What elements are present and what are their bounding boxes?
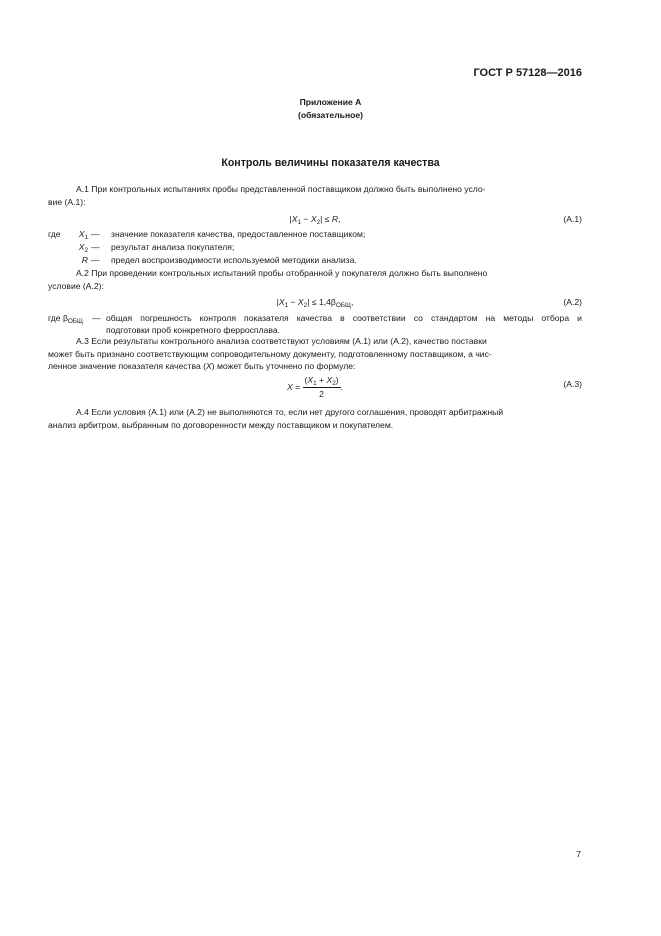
a2-line-2: условие (А.2):	[48, 280, 104, 291]
formula-a2-number: (А.2)	[563, 297, 582, 307]
section-title: Контроль величины показателя качества	[221, 157, 440, 169]
def-x1-text: значение показателя качества, предоставленное поставщиком;	[111, 229, 366, 239]
formula-a3-expression: X = $\frac{(X_1 + X_2)}{2}$ .	[286, 375, 344, 399]
a1-line-1: А.1 При контрольных испытаниях пробы представленной поставщиком должно быть выполнено усло-	[76, 184, 486, 194]
a2-line-1: А.2 При проведении контрольных испытаний пробы отобранной у покупателя должно быть выполнено	[76, 268, 488, 278]
page-number: 7	[576, 849, 581, 859]
appendix-status: (обязательное)	[297, 109, 364, 120]
fraction-denominator: 2	[319, 389, 324, 399]
a3-line-1: А.3 Если результаты контрольного анализа соответствуют условиям (А.1) или (А.2), качество поставки	[76, 336, 487, 346]
formula-a3-number: (А.3)	[563, 379, 582, 389]
formula-a3	[48, 375, 582, 403]
def-r-dash: —	[91, 255, 100, 265]
a4-line-2: анализ арбитром, выбранным по договоренности между поставщиком и покупателем.	[48, 419, 394, 430]
formula-a1-expression: $|X_1 - X_2| \le R$,	[289, 214, 341, 226]
def-r-symbol: R	[81, 255, 88, 265]
appendix-title: Приложение А	[299, 97, 362, 107]
fraction-numerator: $(X_1 + X_2)$	[304, 375, 339, 387]
def-x2-text: результат анализа покупателя;	[111, 242, 235, 252]
def-beta-symbol: $\beta_{ОБЩ}$	[62, 313, 84, 325]
appendix-heading	[0, 96, 661, 121]
a1-definitions	[48, 228, 582, 268]
def-x1-symbol: $X_1$	[78, 229, 88, 241]
a1-where: где	[48, 229, 61, 239]
def-beta-text-1: общая погрешность контроля показателя качества в соответствии со стандартом на методы отбора и	[106, 313, 582, 323]
formula-a1-number: (А.1)	[563, 214, 582, 224]
def-beta-text-2: подготовки проб конкретного ферросплава.	[106, 325, 281, 335]
def-x1-dash: —	[91, 229, 100, 239]
def-r-text: предел воспроизводимости используемой методики анализа.	[111, 255, 357, 265]
def-x2-symbol: $X_2$	[78, 242, 88, 254]
paragraph-a1	[48, 183, 582, 208]
a4-line-1: А.4 Если условия (А.1) или (А.2) не выполняются то, если нет другого соглашения, проводят арбитражный	[76, 407, 504, 417]
a3-line-3: ленное значение показателя качества (X) может быть уточнено по формуле:	[48, 361, 356, 372]
paragraph-a3	[48, 335, 582, 373]
formula-a1	[48, 213, 582, 226]
a2-where: где $\beta_{ОБЩ}$	[48, 313, 84, 325]
def-x2-dash: —	[91, 242, 100, 252]
def-beta-dash: —	[92, 313, 101, 323]
formula-a3-fraction	[303, 375, 341, 400]
standard-number: ГОСТ Р 57128—2016	[473, 67, 582, 79]
paragraph-a2	[48, 267, 582, 292]
formula-a2-expression: $|X_1 - X_2| \le 1,4\beta_{ОБЩ}$,	[276, 297, 354, 309]
a1-line-2: вие (А.1):	[48, 196, 86, 207]
formula-a2	[48, 296, 582, 309]
a3-line-2: может быть признано соответствующим сопроводительному документу, подготовленному поставщиком, а чис-	[48, 348, 492, 359]
paragraph-a4	[48, 406, 582, 431]
